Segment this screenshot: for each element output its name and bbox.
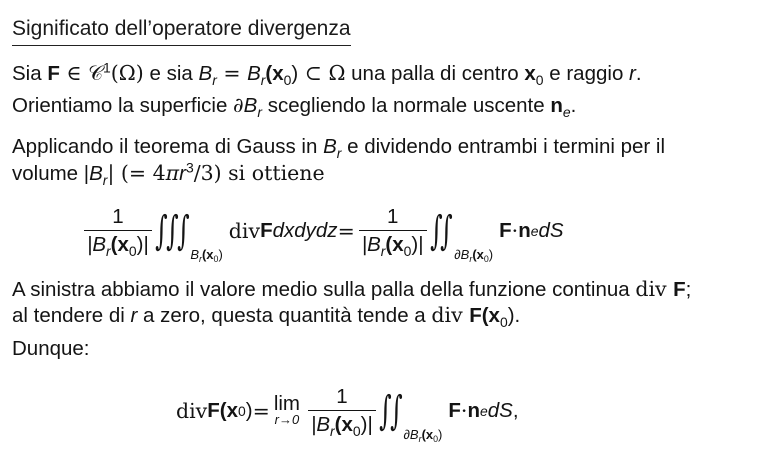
limit-subscript: r→0 [274,412,300,427]
operator-div: div [635,277,674,301]
integral-icon: ∫ [165,208,179,254]
vector-F: F [673,278,686,301]
vector-x: (x [481,304,500,327]
integral-domain [190,242,222,268]
integral-icon: ∫ [440,208,454,254]
vector-x: (x [265,62,284,85]
fraction-numerator: 1 [336,385,348,408]
fraction-numerator: 1 [386,205,399,228]
limit-word: lim [273,392,300,415]
text: ) [245,399,253,422]
slide-title: Significato dell’operatore divergenza [12,16,351,46]
vector-x: (x [385,233,404,256]
symbol-r: r [130,304,138,327]
symbol-B: B [323,135,337,158]
fraction-right [359,205,427,259]
text: ) [218,247,223,262]
text: | (= 4 [107,161,166,185]
vector-F: F [469,304,482,327]
integral-domain [404,422,443,448]
subscript-0: 0 [433,434,439,445]
symbol-subset: ⊂ Ω [298,61,346,85]
vector-n: n [550,94,563,117]
paragraph-line-6 [12,302,520,329]
subscript-r: r [418,434,422,445]
symbol-eq: = [337,219,355,243]
vector-F: F [499,219,512,242]
vector-x: (x [472,247,484,262]
subscript-r: r [260,71,266,88]
subscript-0: 0 [128,242,137,259]
equation-divergence-limit: div F (x 0 ) = lim r→0 $\frac{1}{|B_r(x_0)|}$ ∫ ∫ $\partial B_r(x_0)$ F · n e dS , [176,380,519,442]
integral-domain [454,242,493,268]
vector-x: x [524,62,536,85]
subscript-r: r [102,171,108,188]
text: , [512,399,519,422]
text: )| [136,233,149,256]
vector-x: (x [219,399,239,422]
subscript-0: 0 [213,254,219,265]
subscript-r: r [199,254,202,265]
vector-F: F [260,219,273,242]
integral-icon: ∫ [389,388,403,434]
text: B [190,247,200,262]
fraction-denominator [84,230,152,259]
text: |B [361,233,381,256]
fraction [308,385,376,439]
text: ). [507,304,521,327]
symbol-B: B [247,62,261,85]
symbol-eq: = [252,399,270,423]
text: A sinistra abbiamo il valore medio sulla palla della funzione continua [12,278,636,301]
vector-n: n [467,399,480,422]
paragraph-line-3 [12,134,665,160]
text: dxdydz [272,219,338,242]
symbol-in: ∈ [59,61,89,85]
fraction-denominator [359,230,427,259]
paren: ) [291,62,299,85]
vector-F: F [448,399,461,422]
text: e dividendo entrambi i termini per il [341,135,666,158]
symbol-r: r [179,162,186,185]
integral-icon: ∫ [378,388,392,434]
subscript-r: r [469,254,473,265]
symbol-B: B [89,162,103,185]
symbol-pi: π [165,161,180,185]
symbol-C: 𝒞 [88,61,104,85]
subscript-r: r [257,103,262,120]
integral-icon: ∫ [154,208,168,254]
paragraph-line-4 [12,160,325,187]
paragraph-line-1 [12,60,642,87]
subscript-r: r [336,144,342,161]
text: dS [487,399,513,422]
symbol-r: r [629,62,636,85]
text: . [635,62,642,85]
paragraph-line-7 [12,336,90,362]
symbol-B: B [243,94,258,117]
text: )| [360,413,373,436]
integral-icon: ∫ [429,208,443,254]
paragraph-line-5 [12,276,691,303]
vector-F: F [47,62,60,85]
text: Orientiamo la superficie [12,94,234,117]
text: Sia [12,62,48,85]
text: ) [488,247,494,262]
fraction-left [84,205,152,259]
subscript-r: r [380,242,386,259]
superscript: 3 [185,159,194,176]
subscript-r: r [212,71,217,88]
symbol-dot: · [511,219,519,243]
text: e sia [143,62,199,85]
vector-n: n [518,219,531,242]
fraction-numerator: 1 [112,205,124,228]
text: ; [685,278,692,301]
operator-div: div [228,219,261,243]
vector-F: F [207,399,220,422]
symbol-partial: ∂ [233,93,244,117]
subscript-0: 0 [352,422,361,439]
text: a zero, questa quantità tende a [137,304,432,327]
subscript-e: e [562,103,571,120]
vector-x: (x [421,427,434,442]
limit [273,392,300,427]
text: scegliendo la normale uscente [262,94,551,117]
fraction-denominator [308,410,376,439]
subscript-r: r [106,242,111,259]
integral-icon: ∫ [176,208,190,254]
text: volume | [12,162,90,185]
text: |B [87,233,106,256]
subscript-0: 0 [483,254,489,265]
symbol-omega: (Ω) [110,61,144,85]
text: /3) si ottiene [193,161,325,185]
symbol-eq: = [216,61,248,85]
symbol-B: B [198,62,213,85]
text: dS [538,219,564,242]
text: |B [311,413,330,436]
text: ) [438,427,443,442]
subscript-r: r [330,422,335,439]
operator-div: div [431,303,470,327]
text: una palla di centro [345,62,525,85]
vector-x: (x [110,233,129,256]
operator-div: div [176,399,208,423]
subscript-0: 0 [535,71,544,88]
superscript: 1 [103,59,111,76]
text: ∂B [454,247,470,262]
equation-gauss-mean: $\frac{1}{|B_r(x_0)|}$ ∫ ∫ ∫ $B_r(x_0)$ div F dxdydz = $\frac{1}{|B_r(x_0)|}$ ∫ ∫ $\partial B_r(x_0)$ F · n e dS [80,200,564,262]
subscript-0: 0 [283,71,292,88]
text: al tendere di [12,304,131,327]
subscript-0: 0 [499,313,508,330]
vector-x: (x [201,247,214,262]
text: Applicando il teorema di Gauss in [12,135,324,158]
symbol-dot: · [460,399,468,423]
text: . [570,94,577,117]
text: Dunque: [12,337,90,360]
paragraph-line-2 [12,92,576,119]
vector-x: (x [334,413,353,436]
subscript-0: 0 [403,242,412,259]
text: ∂B [403,427,419,442]
text: e raggio [543,62,630,85]
text: )| [411,233,424,256]
